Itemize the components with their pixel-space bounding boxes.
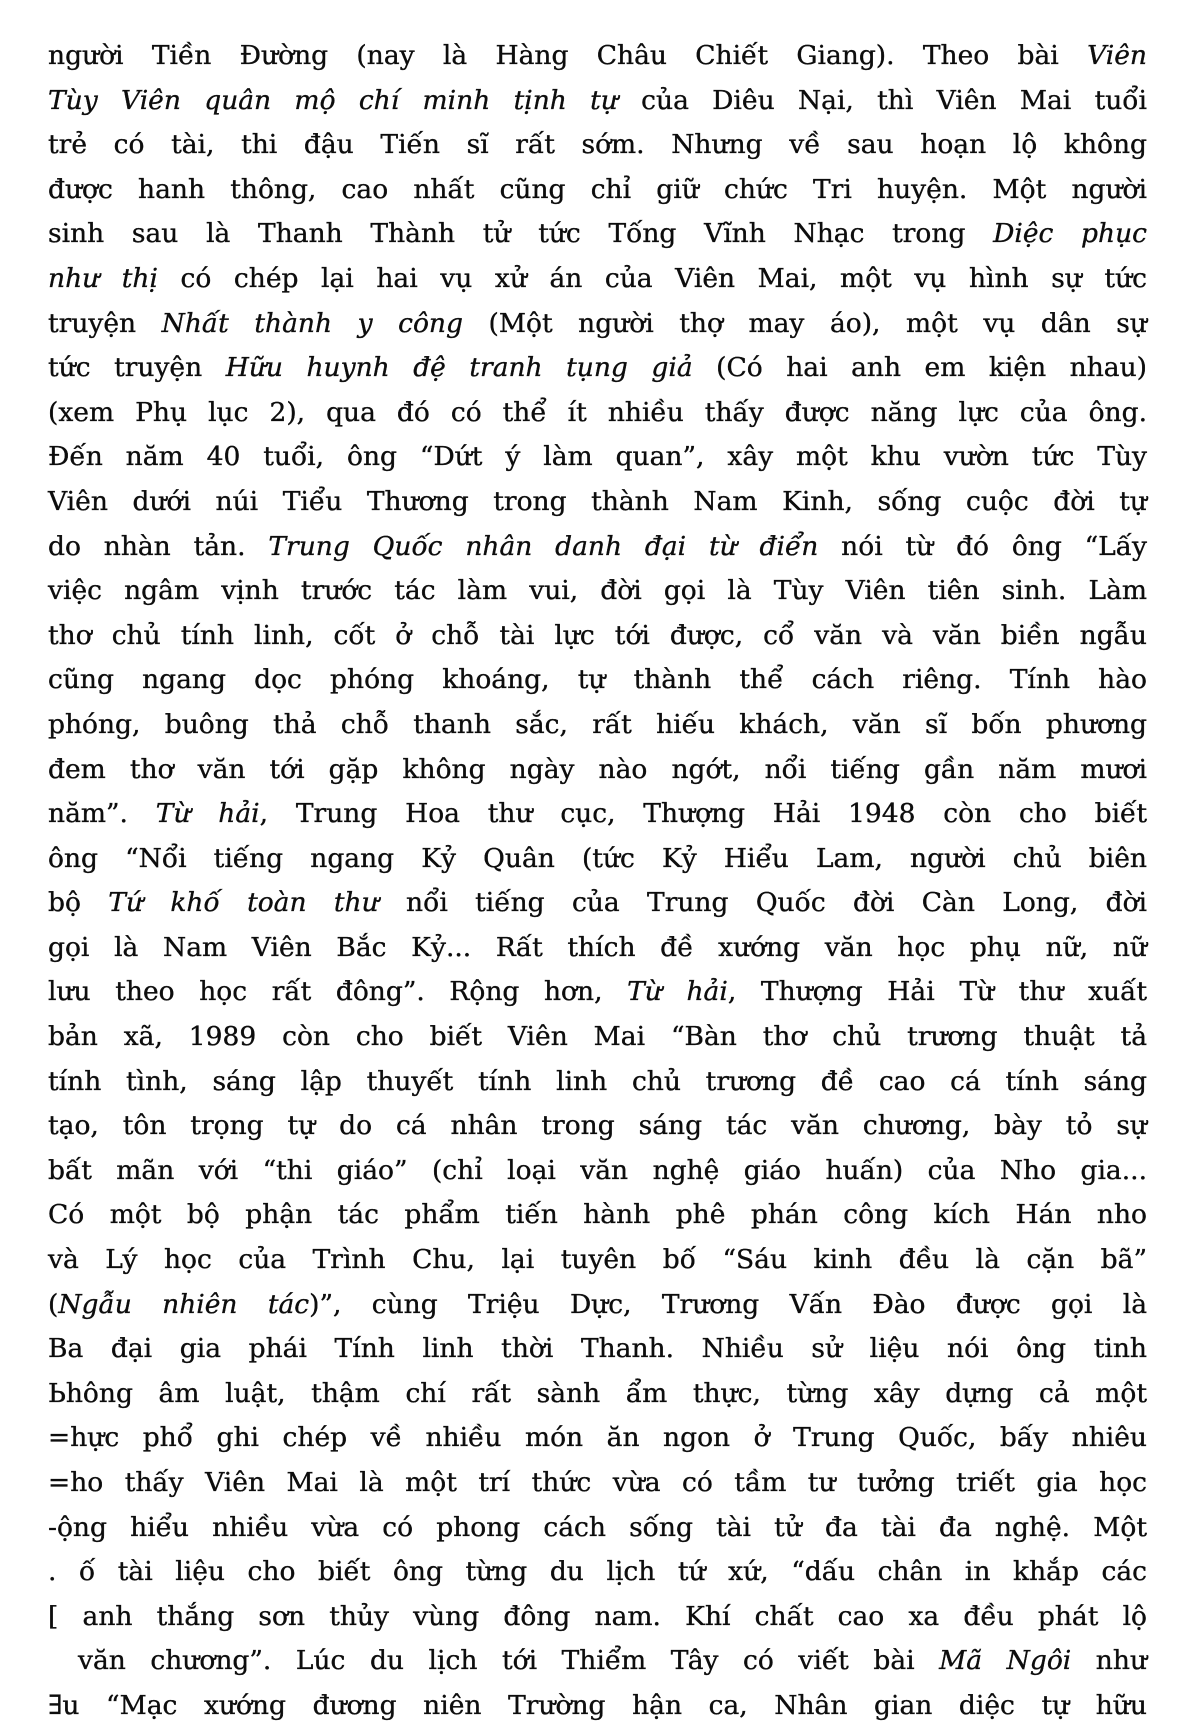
text-line [48, 212, 1147, 257]
text-line [48, 123, 1147, 168]
text-line [48, 569, 1147, 614]
text-line [48, 1104, 1147, 1149]
text-run: (Có hai anh em kiện nhau) [692, 352, 1148, 384]
text-line [48, 1550, 1147, 1595]
italic-text-run: Ngẫu nhiên tác [58, 1288, 310, 1320]
text-run: của Diêu Nại, thì Viên Mai tuổi [617, 84, 1147, 116]
text-run: bản xã, 1989 còn cho biết Viên Mai “Bàn thơ chủ trương thuật tả [48, 1021, 1147, 1053]
text-line [48, 837, 1147, 882]
text-run: như [1071, 1645, 1148, 1677]
text-run: tức truyện [48, 352, 226, 384]
text-run: thơ chủ tính linh, cốt ở chỗ tài lực tới được, cổ văn và văn biền ngẫu [48, 619, 1147, 651]
text-run: -ộng hiểu nhiều vừa có phong cách sống tài tử đa tài đa nghệ. Một [48, 1511, 1147, 1543]
text-run: bộ [48, 887, 109, 919]
text-line [48, 1506, 1147, 1551]
body-text [48, 34, 1147, 1729]
text-run: gọi là Nam Viên Bắc Kỷ... Rất thích đề xướng văn học phụ nữ, nữ [48, 931, 1147, 963]
text-line [48, 1372, 1147, 1417]
text-line [48, 658, 1147, 703]
text-line [48, 881, 1147, 926]
italic-text-run: Trung Quốc nhân danh đại từ điển [268, 530, 819, 562]
text-run: phóng, buông thả chỗ thanh sắc, rất hiếu khách, văn sĩ bốn phương [48, 708, 1147, 740]
text-line [48, 257, 1147, 302]
text-run: người Tiền Đường (nay là Hàng Châu Chiết Giang). Theo bài [48, 40, 1088, 71]
text-run: Đến năm 40 tuổi, ông “Dứt ý làm quan”, xây một khu vườn tức Tùy [48, 441, 1147, 473]
italic-text-run: Viên [1087, 40, 1147, 71]
text-run: cũng ngang dọc phóng khoáng, tự thành thể cách riêng. Tính hào [48, 664, 1147, 696]
italic-text-run: Hữu huynh đệ tranh tụng giả [225, 352, 693, 384]
text-line [48, 1327, 1147, 1372]
text-run: ông “Nổi tiếng ngang Kỷ Quân (tức Kỷ Hiểu Lam, người chủ biên [48, 842, 1147, 874]
text-line [48, 1461, 1147, 1506]
text-line [48, 1193, 1147, 1238]
text-line [48, 926, 1147, 971]
text-run: lưu theo học rất đông”. Rộng hơn, [48, 976, 628, 1008]
text-run: , Trung Hoa thư cục, Thượng Hải 1948 còn cho biết [259, 798, 1147, 830]
text-line [48, 525, 1147, 570]
text-line [48, 480, 1147, 525]
text-run: truyện [48, 307, 162, 339]
text-run: do nhàn tản. [48, 530, 269, 562]
text-line [48, 346, 1147, 391]
text-run: trẻ có tài, thi đậu Tiến sĩ rất sớm. Nhưng về sau hoạn lộ không [48, 129, 1147, 161]
text-line [48, 748, 1147, 793]
text-run: việc ngâm vịnh trước tác làm vui, đời gọi là Tùy Viên tiên sinh. Làm [48, 575, 1147, 607]
text-run: bất mãn với “thi giáo” (chỉ loại văn nghệ giáo huấn) của Nho gia... [48, 1154, 1147, 1186]
text-run: Có một bộ phận tác phẩm tiến hành phê phán công kích Hán nho [48, 1199, 1147, 1231]
text-line [48, 1015, 1147, 1060]
text-run: [ anh thắng sơn thủy vùng đông nam. Khí chất cao xa đều phát lộ [48, 1600, 1147, 1632]
text-line [48, 614, 1147, 659]
text-run: tính tình, sáng lập thuyết tính linh chủ trương đề cao cá tính sáng [48, 1065, 1147, 1097]
text-run: =ho thấy Viên Mai là một trí thức vừa có tầm tư tưởng triết gia học [48, 1467, 1147, 1498]
text-line [48, 1060, 1147, 1105]
text-line [48, 1684, 1147, 1729]
text-run: nổi tiếng của Trung Quốc đời Càn Long, đời [378, 887, 1148, 919]
text-line [48, 1416, 1147, 1461]
text-run: được hanh thông, cao nhất cũng chỉ giữ chức Tri huyện. Một người [48, 173, 1147, 205]
text-line [48, 391, 1147, 436]
text-line [48, 1639, 1147, 1684]
italic-text-run: Mã Ngôi [939, 1645, 1072, 1677]
text-run: ( [48, 1288, 59, 1320]
text-run: , Thượng Hải Từ thư xuất [727, 976, 1147, 1008]
italic-text-run: Diệc phục [993, 218, 1147, 250]
text-run: (Một người thợ may áo), một vụ dân sự [462, 307, 1147, 339]
text-line [48, 1595, 1147, 1640]
italic-text-run: Tùy Viên quân mộ chí minh tịnh tự [48, 84, 618, 116]
text-run: sinh sau là Thanh Thành tử tức Tống Vĩnh Nhạc trong [48, 218, 994, 250]
text-run: và Lý học của Trình Chu, lại tuyên bố “Sáu kinh đều là cặn bã” [48, 1244, 1147, 1276]
italic-text-run: Nhất thành y công [161, 307, 463, 339]
text-line [48, 703, 1147, 748]
text-run: tạo, tôn trọng tự do cá nhân trong sáng tác văn chương, bày tỏ sự [48, 1110, 1147, 1142]
text-line [48, 435, 1147, 480]
text-line [48, 1238, 1147, 1283]
text-line [48, 302, 1147, 347]
italic-text-run: như thị [48, 262, 158, 294]
text-line [48, 792, 1147, 837]
text-run: đem thơ văn tới gặp không ngày nào ngớt, nổi tiếng gần năm mươi [48, 753, 1147, 785]
italic-text-run: Từ hải [627, 976, 728, 1008]
text-line [48, 970, 1147, 1015]
italic-text-run: Từ hải [155, 798, 260, 830]
text-run: Viên dưới núi Tiểu Thương trong thành Nam Kinh, sống cuộc đời tự [48, 485, 1147, 517]
text-run: nói từ đó ông “Lấy [818, 530, 1147, 562]
text-run: có chép lại hai vụ xử án của Viên Mai, một vụ hình sự tức [157, 262, 1147, 294]
text-run: Ba đại gia phái Tính linh thời Thanh. Nhiều sử liệu nói ông tinh [48, 1333, 1147, 1365]
text-run: . ố tài liệu cho biết ông từng du lịch tứ xứ, “dấu chân in khắp các [48, 1556, 1147, 1588]
text-run: Ьhông âm luật, thậm chí rất sành ẩm thực, từng xây dựng cả một [48, 1377, 1147, 1409]
text-run: (xem Phụ lục 2), qua đó có thể ít nhiều thấy được năng lực của ông. [48, 396, 1147, 428]
text-line [48, 34, 1147, 79]
text-line [48, 79, 1147, 124]
text-run: )”, cùng Triệu Dực, Trương Vấn Đào được gọi là [309, 1288, 1147, 1320]
text-run: =hực phổ ghi chép về nhiều món ăn ngon ở Trung Quốc, bấy nhiêu [48, 1422, 1147, 1454]
text-line [48, 1149, 1147, 1194]
text-line [48, 1283, 1147, 1328]
text-run: văn chương”. Lúc du lịch tới Thiểm Tây có viết bài [78, 1645, 940, 1677]
text-run: năm”. [48, 798, 156, 830]
text-run: ∃u “Mạc xướng đương niên Trường hận ca, Nhân gian diệc tự hữu [48, 1689, 1147, 1721]
italic-text-run: Tứ khố toàn thư [108, 887, 379, 919]
text-line [48, 168, 1147, 213]
